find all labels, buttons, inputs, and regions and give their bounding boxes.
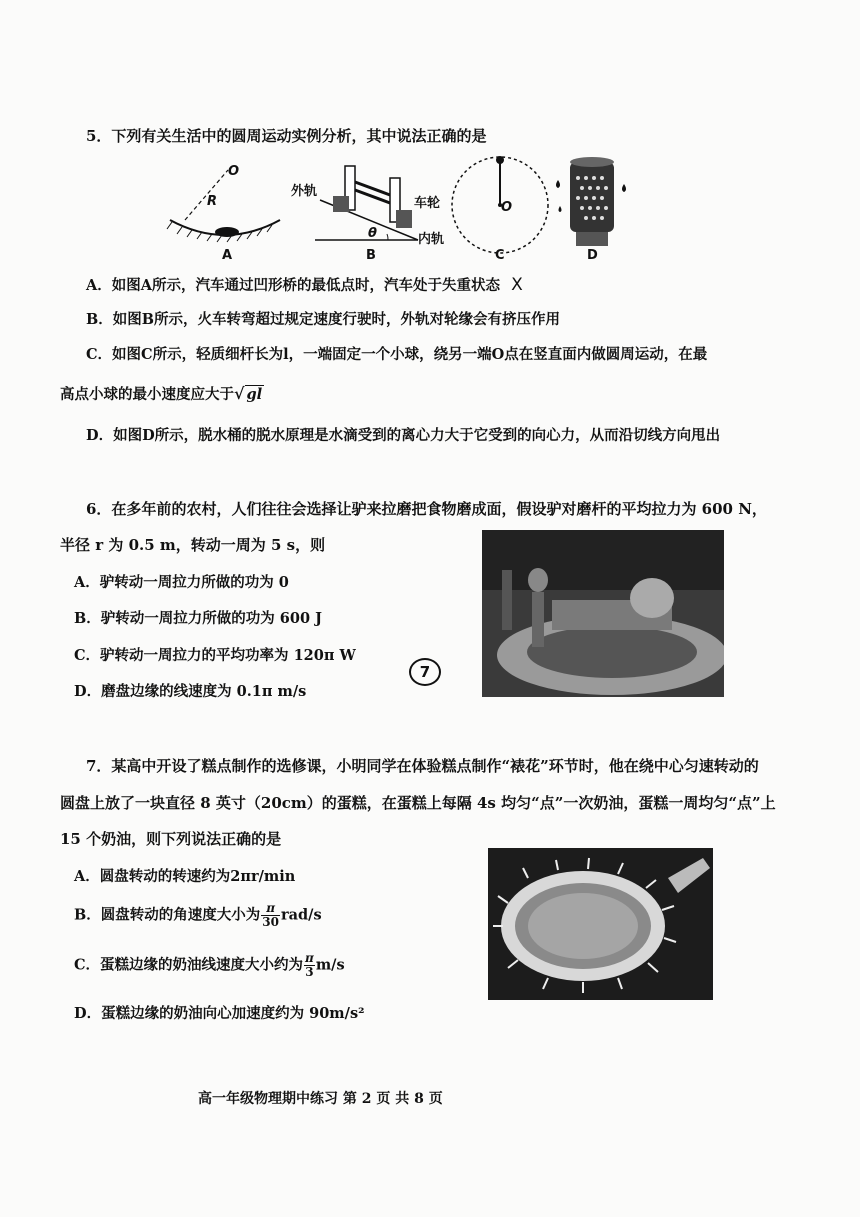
question-7-stem-line1: 7．某高中开设了糕点制作的选修课，小明同学在体验糕点制作“裱花”环节时，他在绕中心匀速转动的: [86, 757, 759, 775]
q7-option-c-text: C．蛋糕边缘的奶油线速度大小约为: [74, 956, 304, 974]
label-o-a: O: [228, 164, 240, 179]
q6-option-d: D．磨盘边缘的线速度为 0.1π m/s: [74, 683, 307, 700]
q5-option-c-line2: 高点小球的最小速度应大于√ gl: [60, 384, 263, 403]
q5-option-a-text: A．如图A所示，汽车通过凹形桥的最低点时，汽车处于失重状态: [86, 277, 500, 294]
question-6-stem-line2: 半径 r 为 0.5 m，转动一周为 5 s，则: [60, 536, 326, 554]
q7-option-b-unit: rad/s: [280, 906, 322, 924]
panel-label-a: A: [222, 248, 233, 263]
panel-label-b: B: [366, 248, 376, 263]
q7-option-a: A．圆盘转动的转速约为2πr/min: [74, 868, 296, 885]
q6-option-c: C．驴转动一周拉力的平均功率为 120π W: [74, 647, 356, 664]
panel-label-c: C: [495, 248, 505, 263]
question-6-stem-line1: 6．在多年前的农村，人们往往会选择让驴来拉磨把食物磨成面，假设驴对磨杆的平均拉力为 600 N，: [86, 500, 767, 518]
q7-option-b: [74, 902, 322, 929]
label-r: R: [207, 194, 218, 209]
handwritten-circled-mark: 7: [409, 658, 441, 686]
label-outer-rail: 外轨: [291, 184, 318, 199]
q6-option-b: B．驴转动一周拉力所做的功为 600 J: [74, 610, 322, 627]
cake-decorating-photo: [488, 848, 713, 1000]
q5-option-d: D．如图D所示，脱水桶的脱水原理是水滴受到的离心力大于它受到的向心力，从而沿切线方向甩出: [86, 427, 721, 444]
label-inner-rail: 内轨: [418, 232, 445, 247]
q6-option-a: A．驴转动一周拉力所做的功为 0: [74, 574, 289, 591]
question-5-stem: 5．下列有关生活中的圆周运动实例分析，其中说法正确的是: [86, 127, 487, 145]
label-theta: θ: [368, 226, 377, 241]
q5-option-a: [86, 276, 523, 295]
q7-option-b-text: B．圆盘转动的角速度大小为: [74, 906, 261, 924]
figure-c-vertical-circle: [452, 156, 548, 253]
label-wheel: 车轮: [414, 196, 441, 211]
page-footer: 高一年级物理期中练习 第 2 页 共 8 页: [198, 1091, 443, 1107]
q7-option-d: D．蛋糕边缘的奶油向心加速度约为 90m/s²: [74, 1005, 365, 1022]
donkey-mill-photo: [482, 530, 724, 697]
q7-option-c-unit: m/s: [315, 956, 345, 974]
q5-option-b: B．如图B所示，火车转弯超过规定速度行驶时，外轨对轮缘会有挤压作用: [86, 311, 561, 328]
sqrt-gl: gl: [246, 386, 263, 403]
q5-option-c-line1: C．如图C所示，轻质细杆长为l，一端固定一个小球，绕另一端O点在竖直面内做圆周运动，在最: [86, 346, 708, 363]
question-7-stem-line2: 圆盘上放了一块直径 8 英寸（20cm）的蛋糕，在蛋糕上每隔 4s 均匀“点”一次奶油，蛋糕一周均匀“点”上: [60, 794, 776, 812]
figure-b-train-rails: [315, 166, 418, 240]
figure-a-concave-bridge: [167, 170, 280, 242]
figure-d-spin-dryer: [556, 157, 626, 246]
fraction-pi-over-30: $\frac{\pi}{30}$: [262, 901, 279, 929]
label-o-c: O: [501, 200, 513, 215]
q7-option-c: [74, 952, 345, 979]
fraction-pi-over-3: $\frac{\pi}{3}$: [305, 951, 314, 979]
question-7-stem-line3: 15 个奶油，则下列说法正确的是: [60, 830, 282, 848]
panel-label-d: D: [587, 248, 598, 263]
handwritten-x-mark: X: [511, 275, 523, 295]
q5-option-c-text: 高点小球的最小速度应大于: [60, 386, 234, 403]
